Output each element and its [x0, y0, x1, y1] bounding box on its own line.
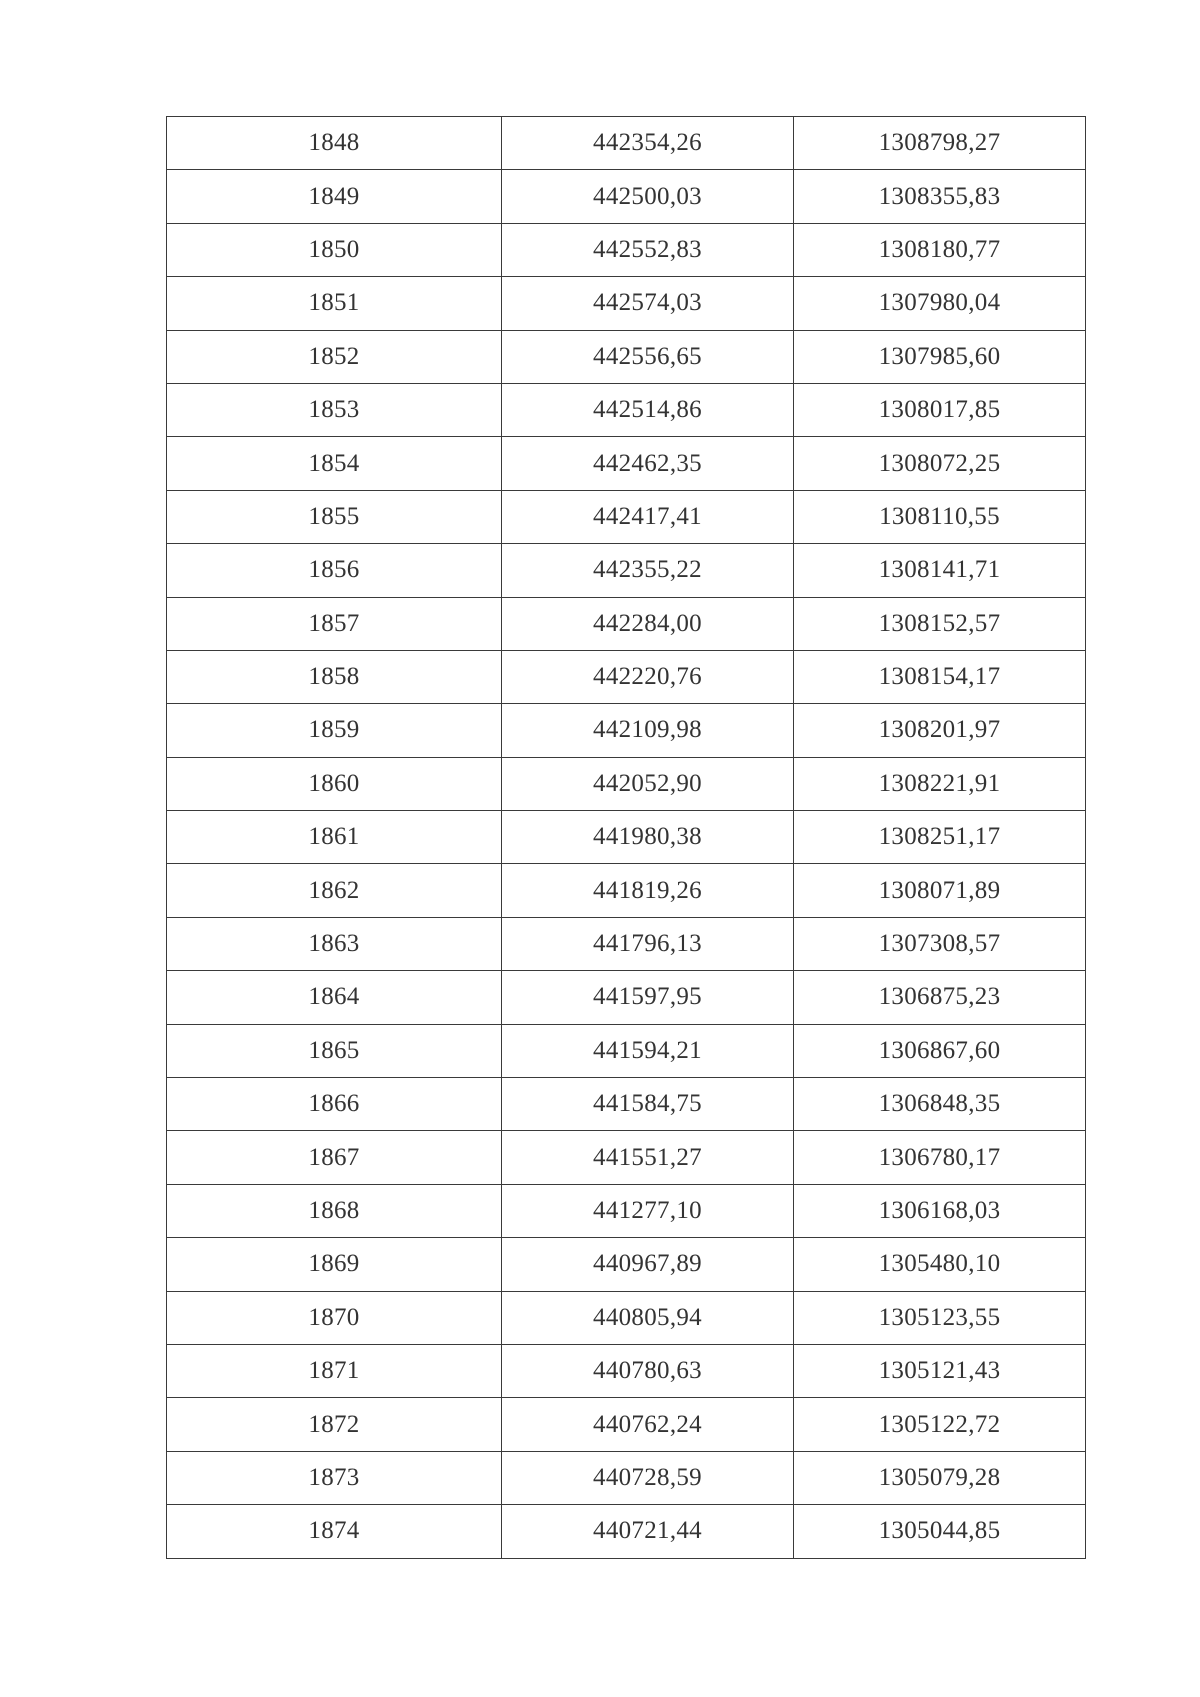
point-number-cell: 1854: [167, 437, 502, 490]
y-coordinate-cell: 1306168,03: [794, 1184, 1086, 1237]
table-row: [167, 1505, 1086, 1558]
x-coordinate-cell: 442109,98: [502, 704, 794, 757]
x-coordinate-cell: 442556,65: [502, 330, 794, 383]
table-row: [167, 1291, 1086, 1344]
y-coordinate-cell: 1308221,91: [794, 757, 1086, 810]
x-coordinate-cell: 440967,89: [502, 1238, 794, 1291]
x-coordinate-cell: 441551,27: [502, 1131, 794, 1184]
y-coordinate-cell: 1307308,57: [794, 917, 1086, 970]
point-number-cell: 1852: [167, 330, 502, 383]
table-row: [167, 277, 1086, 330]
table-row: [167, 490, 1086, 543]
y-coordinate-cell: 1305122,72: [794, 1398, 1086, 1451]
y-coordinate-cell: 1308110,55: [794, 490, 1086, 543]
table-row: [167, 1184, 1086, 1237]
x-coordinate-cell: 440721,44: [502, 1505, 794, 1558]
x-coordinate-cell: 442284,00: [502, 597, 794, 650]
point-number-cell: 1869: [167, 1238, 502, 1291]
y-coordinate-cell: 1308201,97: [794, 704, 1086, 757]
table-row: [167, 1078, 1086, 1131]
x-coordinate-cell: 440805,94: [502, 1291, 794, 1344]
table-row: [167, 757, 1086, 810]
table-row: [167, 597, 1086, 650]
y-coordinate-cell: 1308071,89: [794, 864, 1086, 917]
point-number-cell: 1865: [167, 1024, 502, 1077]
point-number-cell: 1855: [167, 490, 502, 543]
x-coordinate-cell: 442462,35: [502, 437, 794, 490]
y-coordinate-cell: 1308251,17: [794, 811, 1086, 864]
x-coordinate-cell: 441594,21: [502, 1024, 794, 1077]
point-number-cell: 1850: [167, 223, 502, 276]
y-coordinate-cell: 1307985,60: [794, 330, 1086, 383]
point-number-cell: 1856: [167, 544, 502, 597]
table-row: [167, 650, 1086, 703]
point-number-cell: 1849: [167, 170, 502, 223]
point-number-cell: 1861: [167, 811, 502, 864]
x-coordinate-cell: 442552,83: [502, 223, 794, 276]
y-coordinate-cell: 1308355,83: [794, 170, 1086, 223]
point-number-cell: 1853: [167, 383, 502, 436]
y-coordinate-cell: 1306867,60: [794, 1024, 1086, 1077]
x-coordinate-cell: 441597,95: [502, 971, 794, 1024]
x-coordinate-cell: 441584,75: [502, 1078, 794, 1131]
point-number-cell: 1859: [167, 704, 502, 757]
point-number-cell: 1851: [167, 277, 502, 330]
table-row: [167, 1131, 1086, 1184]
point-number-cell: 1867: [167, 1131, 502, 1184]
y-coordinate-cell: 1306780,17: [794, 1131, 1086, 1184]
table-row: [167, 330, 1086, 383]
y-coordinate-cell: 1308154,17: [794, 650, 1086, 703]
x-coordinate-cell: 442514,86: [502, 383, 794, 436]
table-row: [167, 383, 1086, 436]
y-coordinate-cell: 1308141,71: [794, 544, 1086, 597]
point-number-cell: 1863: [167, 917, 502, 970]
y-coordinate-cell: 1308072,25: [794, 437, 1086, 490]
y-coordinate-cell: 1308180,77: [794, 223, 1086, 276]
table-row: [167, 1451, 1086, 1504]
x-coordinate-cell: 442355,22: [502, 544, 794, 597]
x-coordinate-cell: 441819,26: [502, 864, 794, 917]
table-row: [167, 1024, 1086, 1077]
table-row: [167, 811, 1086, 864]
point-number-cell: 1864: [167, 971, 502, 1024]
point-number-cell: 1848: [167, 117, 502, 170]
coordinates-table-body: [167, 117, 1086, 1559]
x-coordinate-cell: 442417,41: [502, 490, 794, 543]
point-number-cell: 1872: [167, 1398, 502, 1451]
point-number-cell: 1873: [167, 1451, 502, 1504]
point-number-cell: 1874: [167, 1505, 502, 1558]
table-row: [167, 1398, 1086, 1451]
table-row: [167, 117, 1086, 170]
table-row: [167, 971, 1086, 1024]
table-row: [167, 1344, 1086, 1397]
table-row: [167, 917, 1086, 970]
y-coordinate-cell: 1307980,04: [794, 277, 1086, 330]
x-coordinate-cell: 442500,03: [502, 170, 794, 223]
x-coordinate-cell: 442052,90: [502, 757, 794, 810]
x-coordinate-cell: 442220,76: [502, 650, 794, 703]
point-number-cell: 1858: [167, 650, 502, 703]
table-row: [167, 544, 1086, 597]
point-number-cell: 1857: [167, 597, 502, 650]
table-row: [167, 170, 1086, 223]
point-number-cell: 1862: [167, 864, 502, 917]
table-row: [167, 704, 1086, 757]
y-coordinate-cell: 1308798,27: [794, 117, 1086, 170]
point-number-cell: 1871: [167, 1344, 502, 1397]
table-row: [167, 1238, 1086, 1291]
x-coordinate-cell: 441980,38: [502, 811, 794, 864]
y-coordinate-cell: 1308017,85: [794, 383, 1086, 436]
x-coordinate-cell: 441796,13: [502, 917, 794, 970]
x-coordinate-cell: 440780,63: [502, 1344, 794, 1397]
x-coordinate-cell: 441277,10: [502, 1184, 794, 1237]
y-coordinate-cell: 1305121,43: [794, 1344, 1086, 1397]
y-coordinate-cell: 1305079,28: [794, 1451, 1086, 1504]
table-row: [167, 864, 1086, 917]
y-coordinate-cell: 1305480,10: [794, 1238, 1086, 1291]
table-row: [167, 437, 1086, 490]
table-row: [167, 223, 1086, 276]
y-coordinate-cell: 1305123,55: [794, 1291, 1086, 1344]
point-number-cell: 1866: [167, 1078, 502, 1131]
x-coordinate-cell: 442354,26: [502, 117, 794, 170]
x-coordinate-cell: 442574,03: [502, 277, 794, 330]
coordinates-table: [166, 116, 1086, 1559]
point-number-cell: 1868: [167, 1184, 502, 1237]
x-coordinate-cell: 440762,24: [502, 1398, 794, 1451]
y-coordinate-cell: 1305044,85: [794, 1505, 1086, 1558]
point-number-cell: 1870: [167, 1291, 502, 1344]
y-coordinate-cell: 1306875,23: [794, 971, 1086, 1024]
x-coordinate-cell: 440728,59: [502, 1451, 794, 1504]
y-coordinate-cell: 1308152,57: [794, 597, 1086, 650]
point-number-cell: 1860: [167, 757, 502, 810]
y-coordinate-cell: 1306848,35: [794, 1078, 1086, 1131]
